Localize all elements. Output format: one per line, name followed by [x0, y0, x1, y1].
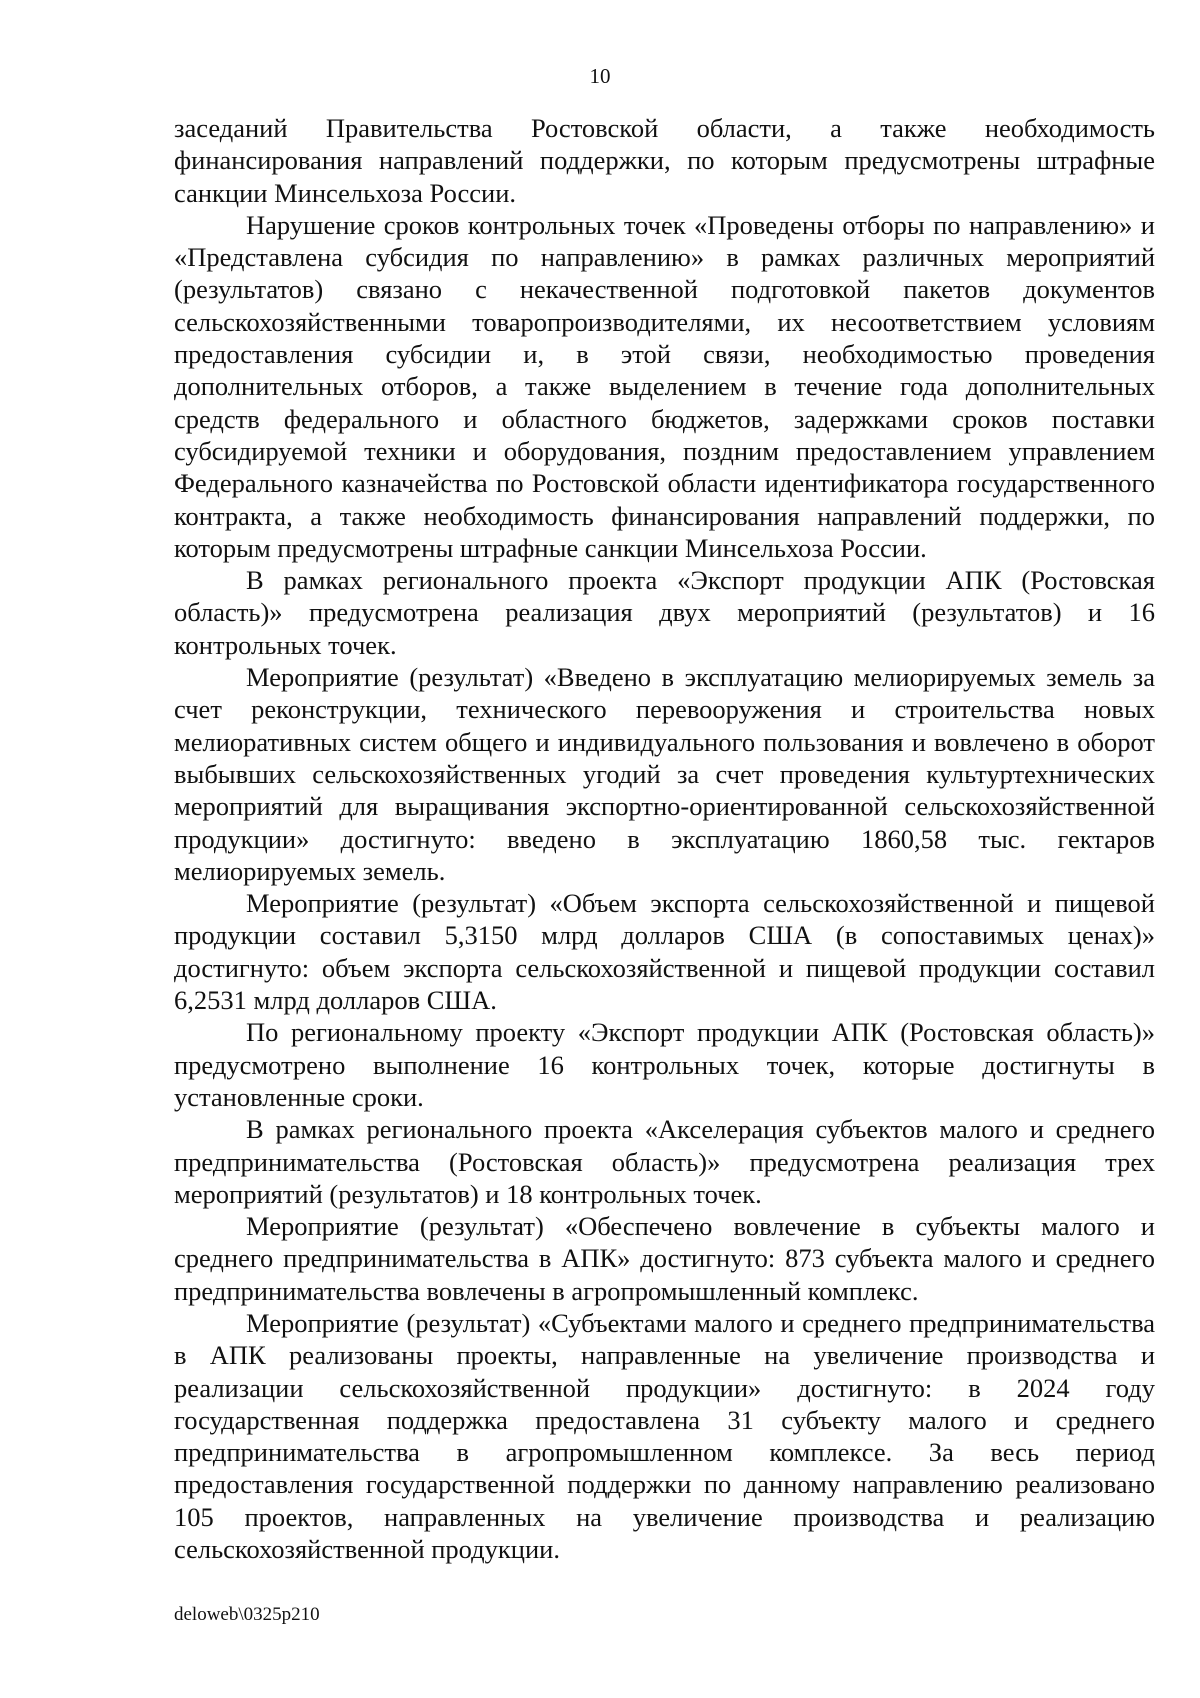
- document-body: [174, 112, 1155, 1565]
- paragraph-control-points-violation: Нарушение сроков контрольных точек «Проведены отборы по направлению» и «Представлена субсидия по направлению» в рамках различных мероприятий (результатов) связано с некачественной подготовкой пакетов документов сельскохозяйственными товаропроизводителями, их несоответствием условиям предоставления субсидии и, в этой связи, необходимостью проведения дополнительных отборов, а также выделением в течение года дополнительных средств федерального и областного бюджетов, задержками сроков поставки субсидируемой техники и оборудования, поздним предоставлением управлением Федерального казначейства по Ростовской области идентификатора государственного контракта, а также необходимость финансирования направлений поддержки, по которым предусмотрены штрафные санкции Минсельхоза России.: [174, 209, 1155, 563]
- paragraph-continuation: заседаний Правительства Ростовской области, а также необходимость финансирования направлений поддержки, по которым предусмотрены штрафные санкции Минсельхоза России.: [174, 113, 1155, 208]
- paragraph-export-control-points: По региональному проекту «Экспорт продукции АПК (Ростовская область)» предусмотрено выполнение 16 контрольных точек, которые достигнуты в установленные сроки.: [174, 1017, 1155, 1112]
- paragraph-export-volume-result: Мероприятие (результат) «Объем экспорта сельскохозяйственной и пищевой продукции составил 5,3150 млрд долларов США (в сопоставимых ценах)» достигнуто: объем экспорта сельскохозяйственной и пищевой продукции составил 6,2531 млрд долларов США.: [174, 888, 1155, 1016]
- page-number: 10: [589, 64, 611, 88]
- paragraph-sme-projects-result: Мероприятие (результат) «Субъектами малого и среднего предпринимательства в АПК реализованы проекты, направленные на увеличение производства и реализации сельскохозяйственной продукции» достигнуто: в 2024 году государственная поддержка предоставлена 31 субъекту малого и среднего предпринимательства в агропромышленном комплексе. За весь период предоставления государственной поддержки по данному направлению реализовано 105 проектов, направленных на увеличение производства и реализацию сельскохозяйственной продукции.: [174, 1307, 1155, 1565]
- paragraph-export-project: В рамках регионального проекта «Экспорт продукции АПК (Ростовская область)» предусмотрена реализация двух мероприятий (результатов) и 16 контрольных точек.: [174, 565, 1155, 660]
- paragraph-sme-involvement-result: Мероприятие (результат) «Обеспечено вовлечение в субъекты малого и среднего предпринимательства в АПК» достигнуто: 873 субъекта малого и среднего предпринимательства вовлечены в агропромышленный комплекс.: [174, 1211, 1155, 1306]
- paragraph-melioration-result: Мероприятие (результат) «Введено в эксплуатацию мелиорируемых земель за счет реконструкции, технического перевооружения и строительства новых мелиоративных систем общего и индивидуального пользования и вовлечено в оборот выбывших сельскохозяйственных угодий за счет проведения культуртехнических мероприятий для выращивания экспортно-ориентированной сельскохозяйственной продукции» достигнуто: введено в эксплуатацию 1860,58 тыс. гектаров мелиорируемых земель.: [174, 662, 1155, 886]
- document-footer-code: deloweb\0325p210: [174, 1604, 320, 1625]
- paragraph-acceleration-project: В рамках регионального проекта «Акселерация субъектов малого и среднего предпринимательства (Ростовская область)» предусмотрена реализация трех мероприятий (результатов) и 18 контрольных точек.: [174, 1114, 1155, 1209]
